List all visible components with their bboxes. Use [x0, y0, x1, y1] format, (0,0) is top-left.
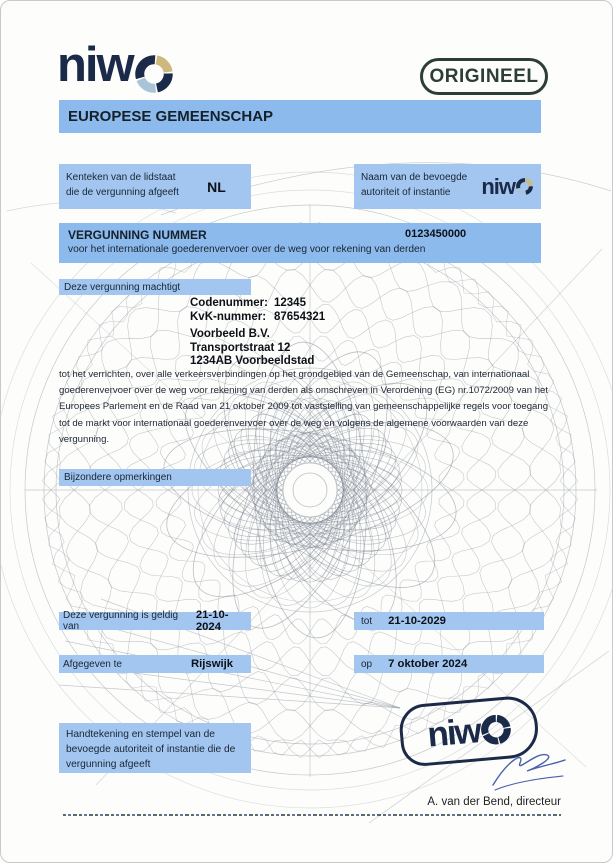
valid-to-value: 21-10-2029 [388, 615, 446, 627]
community-banner-label: EUROPESE GEMEENSCHAP [68, 108, 274, 125]
remarks-label: Bijzondere opmerkingen [64, 472, 172, 483]
microprint-line [63, 814, 561, 816]
authorises-strip [59, 279, 251, 295]
signature-ink [489, 747, 574, 797]
holder-kvk-value: 87654321 [274, 310, 326, 323]
holder-name: Voorbeeld B.V. [190, 328, 270, 340]
holder-kvk-label: KvK-nummer: [190, 310, 267, 323]
origineel-stamp [420, 58, 548, 95]
niwo-logo-letters: niw [57, 38, 133, 92]
issued-date-value: 7 oktober 2024 [388, 658, 468, 670]
community-banner [59, 100, 541, 133]
holder-code-line [190, 297, 325, 311]
holder-block [190, 297, 325, 369]
authority-niwo-logo [469, 170, 533, 203]
holder-kvk-line [190, 311, 325, 325]
member-state-box [59, 164, 251, 209]
member-state-label: Kenteken van de lidstaat die de vergunning afgeeft [66, 172, 179, 198]
niwo-ring-icon [135, 55, 173, 98]
issued-place-label: Afgegeven te [63, 658, 122, 670]
niwo-ring-icon [516, 178, 533, 200]
issued-date-strip [354, 655, 544, 673]
authority-niwo-letters: niw [481, 173, 515, 199]
remarks-strip [59, 469, 251, 486]
valid-from-strip [59, 609, 251, 633]
member-state-value: NL [207, 178, 226, 195]
signatory-name: A. van der Bend, directeur [427, 796, 561, 808]
holder-code-value: 12345 [274, 297, 306, 309]
issued-date-label: op [361, 658, 373, 670]
signature-box: Handtekening en stempel van de bevoegde autoriteit of instantie die de vergunning afgeeft [59, 723, 251, 773]
licence-number-subtitle: voor het internationale goederenvervoer over de weg voor rekening van derden [68, 244, 426, 255]
authority-box [354, 164, 541, 209]
stamp-niwo-letters: niw [425, 710, 482, 755]
authorises-label: Deze vergunning machtigt [64, 281, 181, 293]
valid-to-label: tot [361, 615, 373, 627]
holder-code-label: Codenummer: [190, 297, 268, 309]
issued-place-strip [59, 655, 251, 673]
holder-street: Transportstraat 12 [190, 341, 291, 354]
niwo-logo [57, 38, 173, 98]
valid-from-label: Deze vergunning is geldig van [63, 610, 179, 632]
niwo-ring-icon [479, 713, 512, 750]
origineel-stamp-label: ORIGINEEL [429, 65, 539, 87]
holder-city: 1234AB Voorbeeldstad [190, 355, 315, 367]
scope-paragraph: tot het verrichten, over alle verkeersverbindingen op het grondgebied van de Gemeenschap, van internationaal goederenvervoer over de weg voor rekening van derden als omschreven in Verordening (EG) nr.1072/2009 van het Europees Parlement en de Raad van 21 oktober 2009 tot vaststelling van gemeenschappelijke regels voor toegang tot de markt voor internationaal goederenvervoer over de weg en volgens de algemene voorwaarden van deze vergunning. [59, 369, 549, 445]
valid-from-value: 21-10-2024 [195, 609, 229, 633]
licence-number-banner [59, 223, 541, 263]
issued-place-value: Rijswijk [191, 658, 234, 670]
authority-label: Naam van de bevoegde autoriteit of instantie [361, 172, 468, 198]
licence-number-value: 0123450000 [405, 228, 467, 240]
valid-to-strip [354, 612, 544, 630]
licence-number-label: VERGUNNING NUMMER [68, 228, 207, 242]
